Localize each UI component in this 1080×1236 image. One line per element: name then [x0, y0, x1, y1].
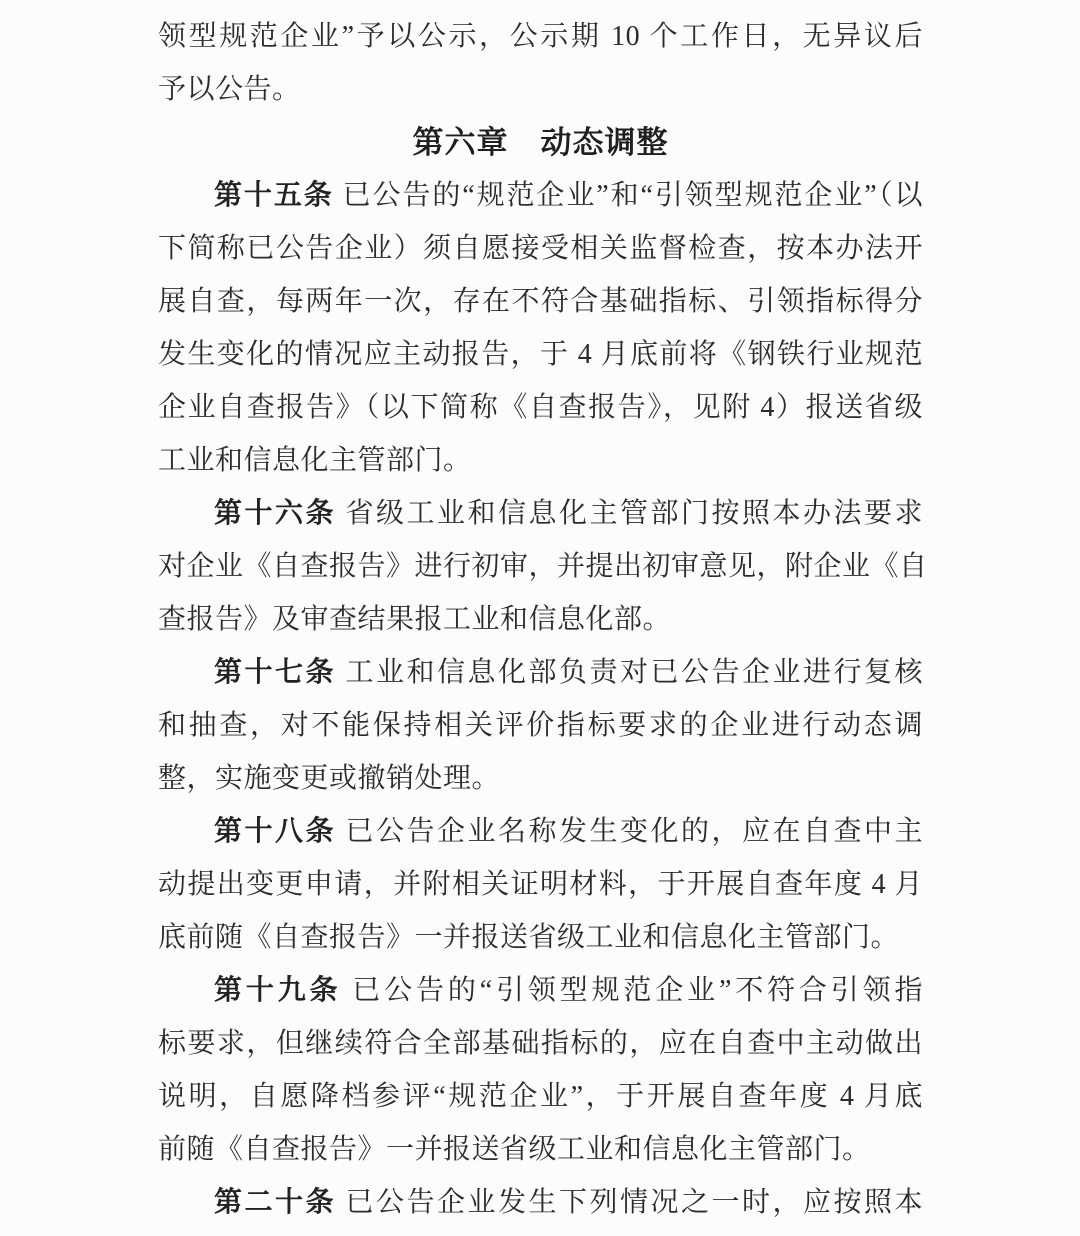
article-19-line-3: 说明，自愿降档参评“规范企业”，于开展自查年度 4 月底	[158, 1081, 923, 1112]
article-number: 第十八条	[214, 816, 336, 847]
article-18-line-3: 底前随《自查报告》一并报送省级工业和信息化主管部门。	[158, 922, 900, 953]
article-number: 第十六条	[214, 498, 336, 529]
article-number: 第十九条	[214, 975, 342, 1006]
article-17-line-1	[158, 646, 923, 699]
article-text: 已公告的“引领型规范企业”不符合引领指	[352, 975, 923, 1006]
article-18-line-1	[158, 805, 923, 858]
article-number: 第二十条	[214, 1187, 336, 1218]
article-17-line-2: 和抽查，对不能保持相关评价指标要求的企业进行动态调	[158, 710, 923, 741]
article-text: 省级工业和信息化主管部门按照本办法要求	[345, 498, 923, 529]
article-16-line-1	[158, 487, 923, 540]
intro-line-2: 予以公告。	[158, 74, 301, 105]
article-17-line-3: 整，实施变更或撤销处理。	[158, 763, 501, 794]
article-19-line-1	[158, 964, 923, 1017]
article-text: 工业和信息化部负责对已公告企业进行复核	[345, 657, 923, 688]
article-16-line-3: 查报告》及审查结果报工业和信息化部。	[158, 604, 672, 635]
article-15-line-1	[158, 169, 923, 222]
article-18-line-2: 动提出变更申请，并附相关证明材料，于开展自查年度 4 月	[158, 869, 923, 900]
article-text: 已公告企业发生下列情况之一时，应按照本	[345, 1187, 923, 1218]
article-15-line-2: 下简称已公告企业）须自愿接受相关监督检查，按本办法开	[158, 233, 923, 264]
article-text: 已公告的“规范企业”和“引领型规范企业”（以	[342, 180, 924, 211]
article-15-line-6: 工业和信息化主管部门。	[158, 445, 472, 476]
article-15-line-5: 企业自查报告》（以下简称《自查报告》，见附 4）报送省级	[158, 392, 923, 423]
article-20-line-1	[158, 1176, 923, 1229]
article-15-line-3: 展自查，每两年一次，存在不符合基础指标、引领指标得分	[158, 286, 923, 317]
article-16-line-2: 对企业《自查报告》进行初审，并提出初审意见，附企业《自	[158, 551, 928, 582]
article-15-line-4: 发生变化的情况应主动报告，于 4 月底前将《钢铁行业规范	[158, 339, 923, 370]
article-19-line-4: 前随《自查报告》一并报送省级工业和信息化主管部门。	[158, 1134, 871, 1165]
intro-line-1: 领型规范企业”予以公示，公示期 10 个工作日，无异议后	[158, 21, 923, 52]
chapter-heading: 第六章 动态调整	[412, 125, 669, 160]
article-19-line-2: 标要求，但继续符合全部基础指标的，应在自查中主动做出	[158, 1028, 923, 1059]
article-number: 第十七条	[214, 657, 336, 688]
article-text: 已公告企业名称发生变化的，应在自查中主	[345, 816, 923, 847]
article-number: 第十五条	[214, 180, 334, 211]
